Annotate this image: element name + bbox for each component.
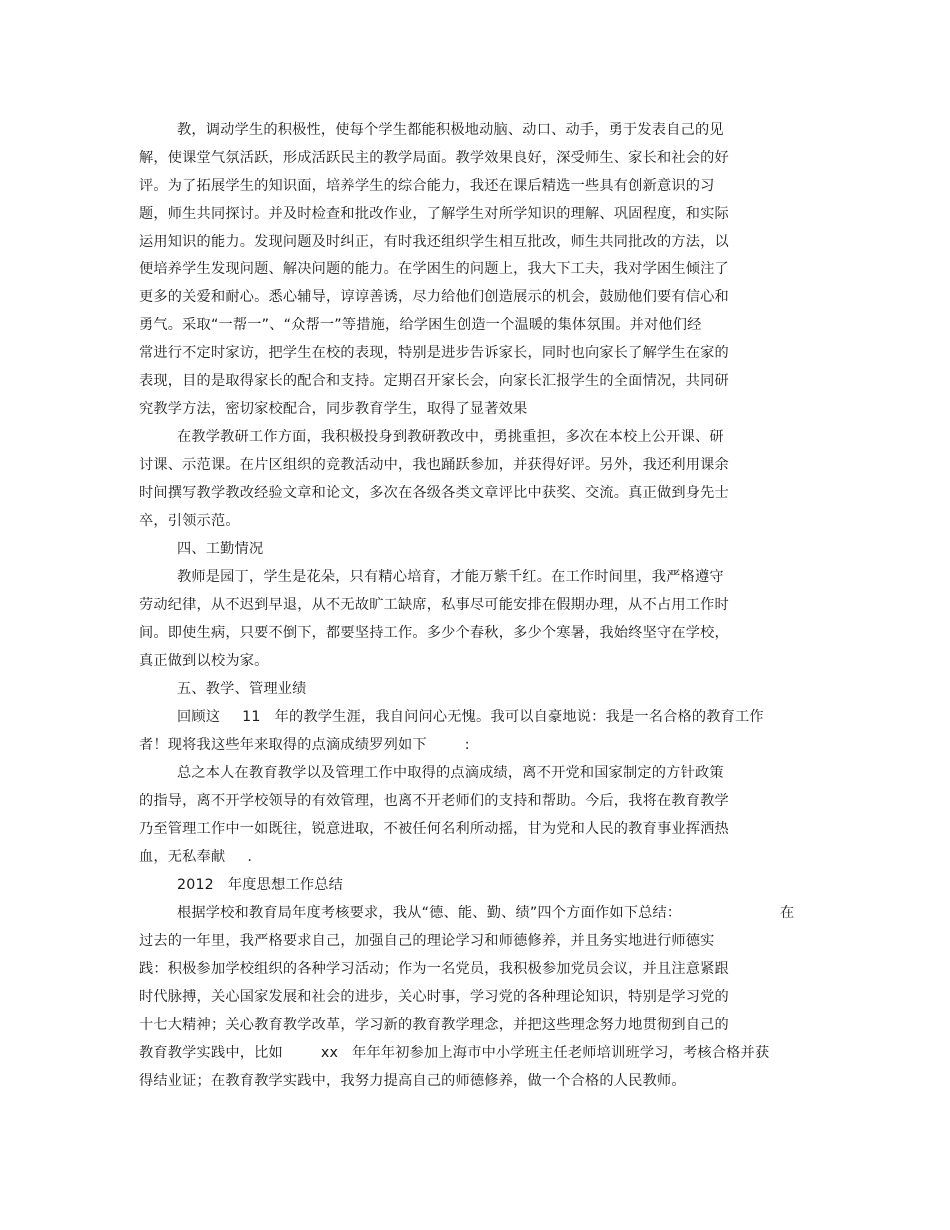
text-line: 在教学教研工作方面，我积极投身到教研教改中，勇挑重担，多次在本校上公开课、研: [177, 429, 724, 445]
text-line: 乃至管理工作中一如既往，锐意进取，不被任何名利所动摇，甘为党和人民的教育事业挥洒热: [139, 821, 729, 837]
text-line: 便培养学生发现问题、解决问题的能力。在学困生的问题上，我大下工夫，我对学困生倾注了: [139, 261, 729, 277]
text-line: 间。即使生病，只要不倒下，都要坚持工作。多少个春秋，多少个寒暑，我始终坚守在学校，: [139, 625, 729, 641]
text-line: 教师是园丁，学生是花朵，只有精心培育，才能万紫千红。在工作时间里，我严格遵守: [177, 569, 724, 585]
text-line: 过去的一年里，我严格要求自己，加强自己的理论学习和师德修养，并且务实地进行师德实: [139, 933, 715, 949]
text-span: 年的教学生涯，我自问问心无愧。我可以自豪地说：我是一名合格的教育工作: [274, 709, 764, 725]
text-line: 解，使课堂气氛活跃，形成活跃民主的教学局面。教学效果良好，深受师生、家长和社会的好: [139, 150, 729, 166]
text-line: 教，调动学生的积极性，使每个学生都能积极地动脑、动口、动手，勇于发表自己的见: [177, 122, 724, 138]
text-span: xx: [320, 1045, 339, 1061]
text-line: 的指导，离不开学校领导的有效管理，也离不开老师们的支持和帮助。今后，我将在教育教学: [139, 793, 729, 809]
text-line: 得结业证；在教育教学实践中，我努力提高自己的师德修养，做一个合格的人民教师。: [139, 1073, 686, 1089]
text-line: 运用知识的能力。发现问题及时纠正，有时我还组织学生相互批改，师生共同批改的方法，以: [139, 234, 729, 250]
text-span: 回顾这: [177, 709, 221, 725]
text-line: [177, 707, 764, 727]
number-span: 11: [242, 709, 261, 725]
year-span: 2012: [177, 877, 214, 893]
section-heading: [177, 875, 343, 895]
text-line: 总之本人在教育教学以及管理工作中取得的点滴成绩，离不开党和国家制定的方针政策: [177, 765, 724, 781]
text-span: .: [247, 849, 253, 865]
text-line: [139, 1043, 769, 1063]
text-line: 勇气。采取“一帮一”、“众帮一”等措施，给学困生创造一个温暖的集体氛围。并对他们经: [139, 317, 702, 333]
text-span: 年度思想工作总结: [227, 877, 344, 893]
text-line: 卒，引领示范。: [139, 513, 240, 529]
text-line: 践：积极参加学校组织的各种学习活动；作为一名党员，我积极参加党员会议，并且注意紧跟: [139, 961, 729, 977]
text-line: 讨课、示范课。在片区组织的竞教活动中，我也踊跃参加，并获得好评。另外，我还利用课余: [139, 457, 729, 473]
text-line: 究教学方法，密切家校配合，同步教育学生，取得了显著效果: [139, 401, 528, 417]
text-line: 表现，目的是取得家长的配合和支持。定期召开家长会，向家长汇报学生的全面情况，共同研: [139, 373, 729, 389]
text-line: 根据学校和教育局年度考核要求，我从“德、能、勤、绩”四个方面作如下总结：: [177, 905, 682, 921]
text-line: 评。为了拓展学生的知识面，培养学生的综合能力，我还在课后精选一些具有创新意识的习: [139, 178, 715, 194]
text-span: 者！现将我这些年来取得的点滴成绩罗列如下: [139, 737, 427, 753]
text-line: 劳动纪律，从不迟到早退，从不无故旷工缺席，私事尽可能安排在假期办理，从不占用工作时: [139, 597, 729, 613]
text-line: [139, 735, 470, 755]
text-line: 题，师生共同探讨。并及时检查和批改作业，了解学生对所学知识的理解、巩固程度，和实际: [139, 206, 729, 222]
text-line: 时间撰写教学教改经验文章和论文，多次在各级各类文章评比中获奖、交流。真正做到身先士: [139, 485, 729, 501]
text-span: 教育教学实践中，比如: [139, 1045, 283, 1061]
text-line: 十七大精神；关心教育教学改革，学习新的教育教学理念，并把这些理念努力地贯彻到自己的: [139, 1017, 729, 1033]
section-heading: 四、工勤情况: [177, 541, 264, 557]
text-span: 年年年初参加上海市中小学班主任老师培训班学习，考核合格并获: [352, 1045, 770, 1061]
text-line: 在: [780, 905, 795, 921]
text-line: 更多的关爱和耐心。悉心辅导，谆谆善诱，尽力给他们创造展示的机会，鼓励他们要有信心和: [139, 289, 729, 305]
text-line: 时代脉搏，关心国家发展和社会的进步，关心时事，学习党的各种理论知识，特别是学习党的: [139, 989, 729, 1005]
text-line: 常进行不定时家访，把学生在校的表现，特别是进步告诉家长，同时也向家长了解学生在家的: [139, 345, 729, 361]
section-heading: 五、教学、管理业绩: [177, 681, 307, 697]
text-span: 血，无私奉献: [139, 849, 226, 865]
text-line: [139, 847, 252, 867]
text-line: 真正做到以校为家。: [139, 653, 269, 669]
text-span: :: [464, 737, 470, 753]
